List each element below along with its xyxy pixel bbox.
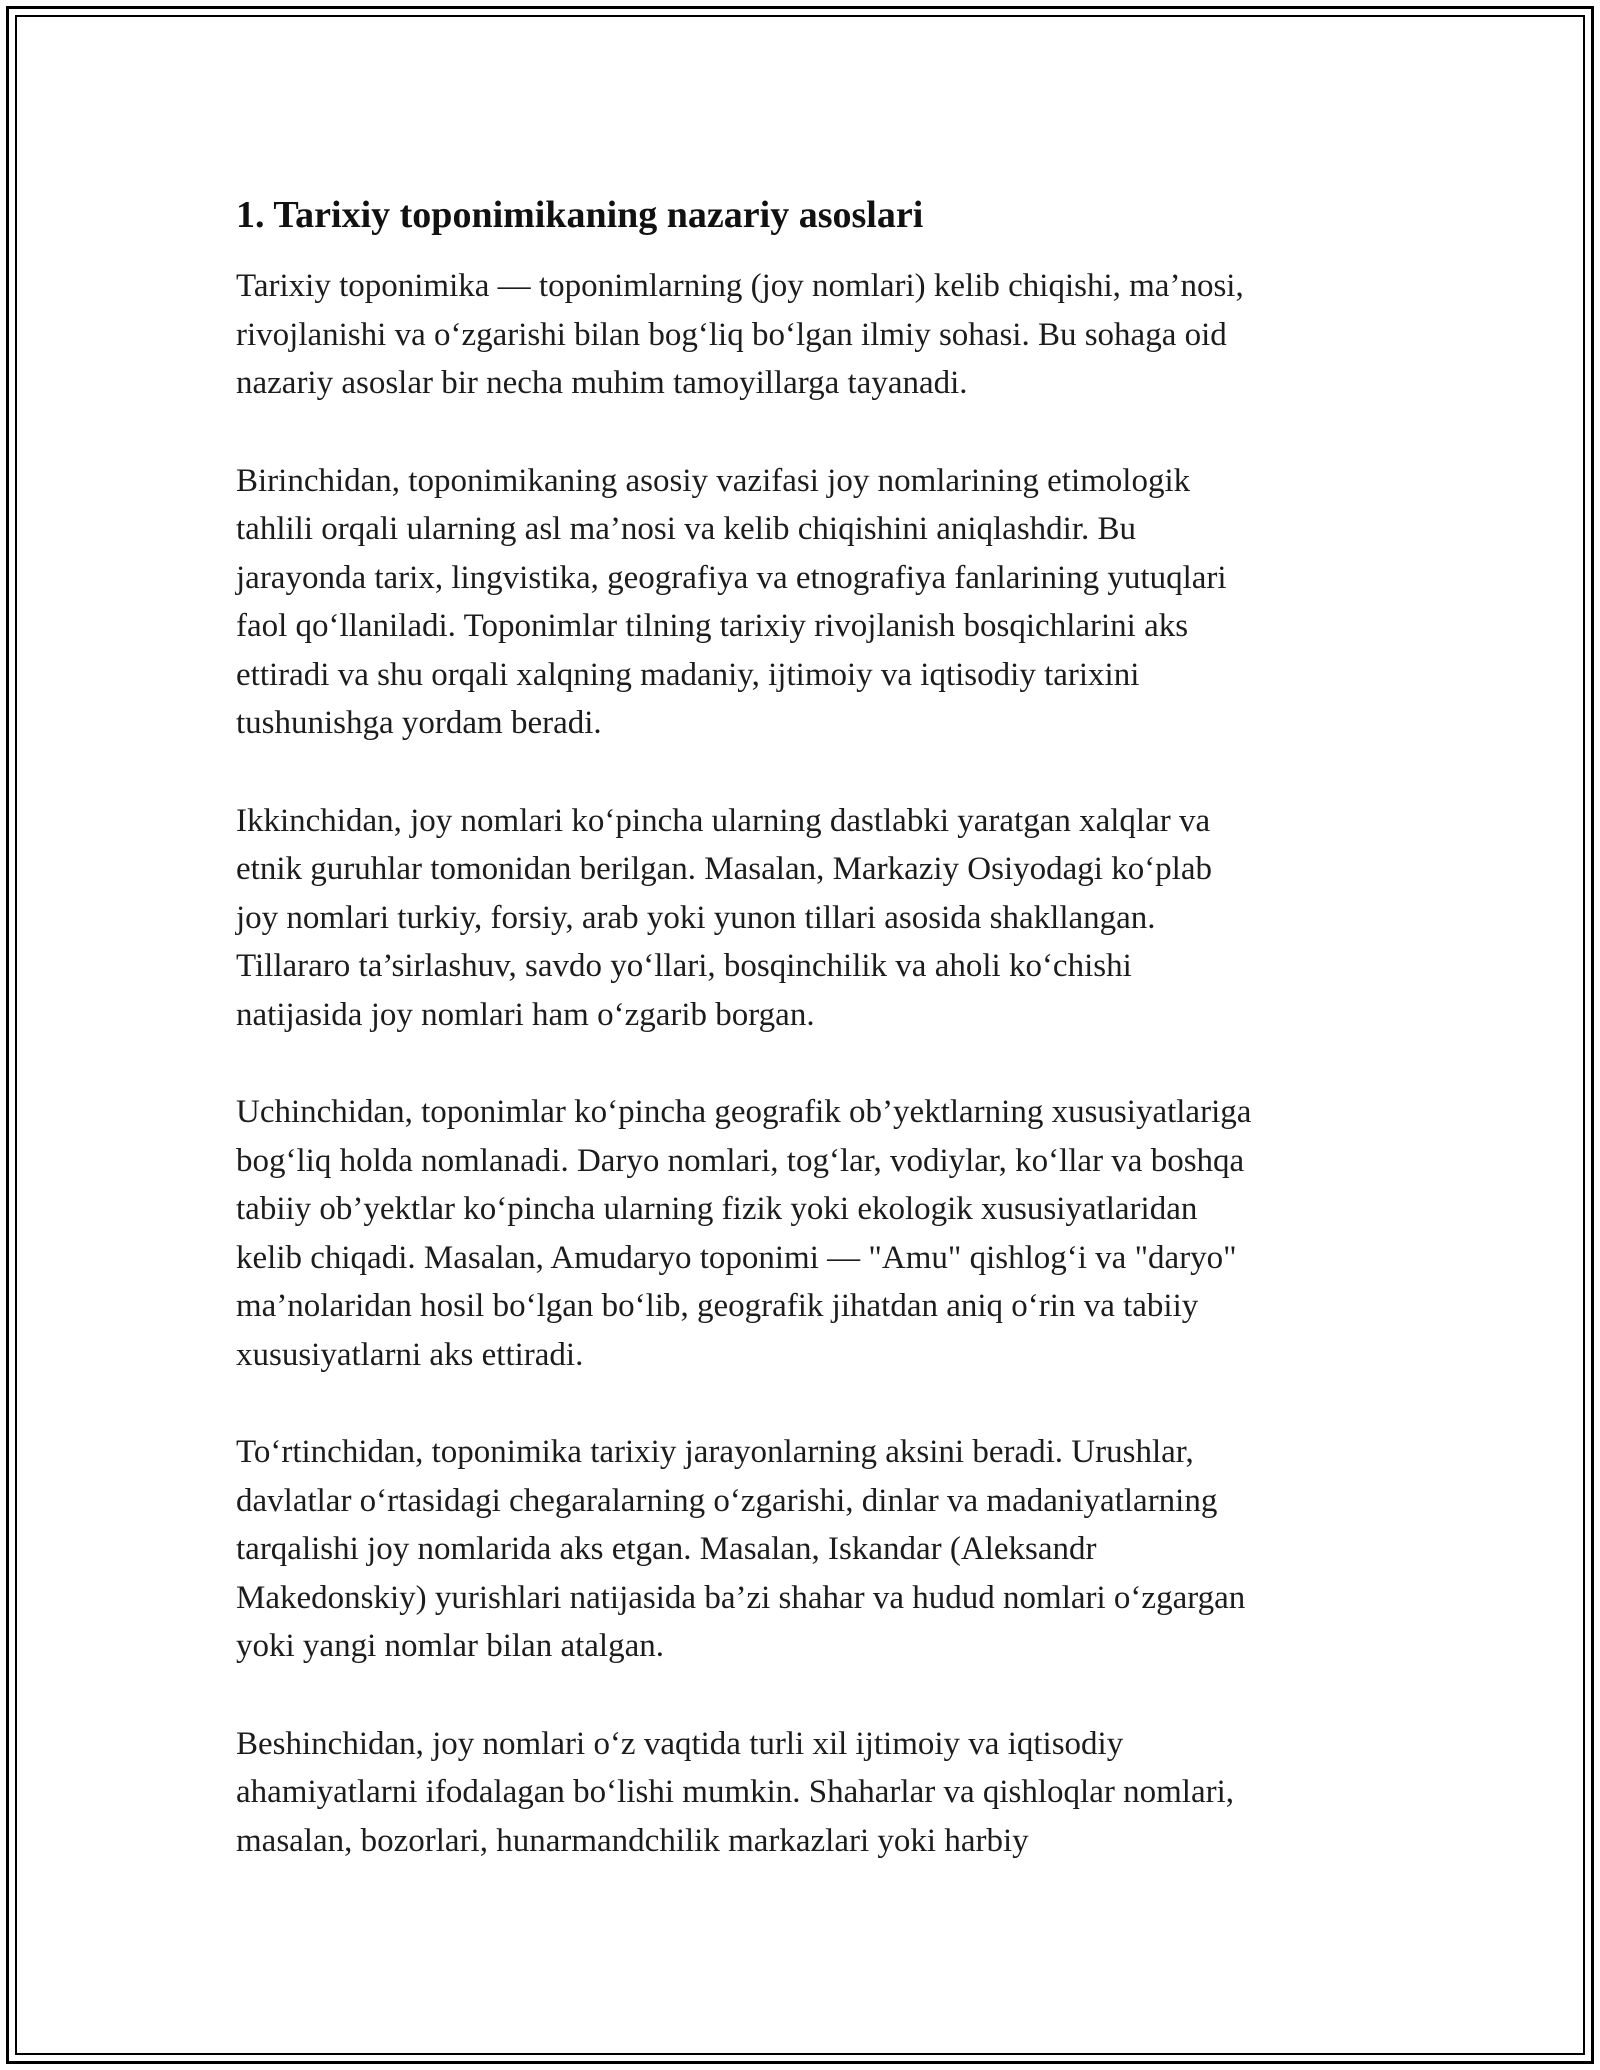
paragraph xyxy=(236,457,1386,748)
paragraph-line: Uchinchidan, toponimlar ko‘pincha geografik ob’yektlarning xususiyatlariga xyxy=(236,1094,1252,1130)
paragraph-line: kelib chiqadi. Masalan, Amudaryo toponimi — "Amu" qishlog‘i va "daryo" xyxy=(236,1239,1237,1276)
paragraph-line: jarayonda tarix, lingvistika, geografiya va etnografiya fanlarining yutuqlari xyxy=(236,559,1227,596)
paragraph-line: masalan, bozorlari, hunarmandchilik markazlari yoki harbiy xyxy=(236,1822,1029,1859)
paragraph xyxy=(236,1720,1386,1866)
paragraph-line: faol qo‘llaniladi. Toponimlar tilning tarixiy rivojlanish bosqichlarini aks xyxy=(236,608,1189,644)
paragraph-line: Beshinchidan, joy nomlari o‘z vaqtida turli xil ijtimoiy va iqtisodiy xyxy=(236,1725,1124,1762)
paragraph-line: Tarixiy toponimika — toponimlarning (joy nomlari) kelib chiqishi, ma’nosi, xyxy=(236,268,1244,304)
paragraph-line: yoki yangi nomlar bilan atalgan. xyxy=(236,1628,664,1664)
paragraph-line: Ikkinchidan, joy nomlari ko‘pincha ularning dastlabki yaratgan xalqlar va xyxy=(236,802,1211,839)
paragraph-line: ahamiyatlarni ifodalagan bo‘lishi mumkin. Shaharlar va qishloqlar nomlari, xyxy=(236,1774,1234,1810)
paragraph-line: rivojlanishi va o‘zgarishi bilan bog‘liq bo‘lgan ilmiy sohasi. Bu sohaga oid xyxy=(236,316,1227,353)
paragraph-line: davlatlar o‘rtasidagi chegaralarning o‘zgarishi, dinlar va madaniyatlarning xyxy=(236,1482,1218,1519)
paragraph-line: To‘rtinchidan, toponimika tarixiy jarayonlarning aksini beradi. Urushlar, xyxy=(236,1434,1194,1470)
paragraph-line: Tillararo ta’sirlashuv, savdo yo‘llari, bosqinchilik va aholi ko‘chishi xyxy=(236,948,1132,984)
paragraph-line: Makedonskiy) yurishlari natijasida ba’zi shahar va hudud nomlari o‘zgargan xyxy=(236,1579,1246,1616)
paragraph-line: tahlili orqali ularning asl ma’nosi va kelib chiqishini aniqlashdir. Bu xyxy=(236,511,1137,547)
paragraph-line: Birinchidan, toponimikaning asosiy vazifasi joy nomlarining etimologik xyxy=(236,462,1191,499)
paragraph xyxy=(236,262,1386,408)
section-heading: 1. Tarixiy toponimikaning nazariy asoslari xyxy=(236,194,924,236)
paragraph-line: tabiiy ob’yektlar ko‘pincha ularning fizik yoki ekologik xususiyatlaridan xyxy=(236,1191,1198,1227)
paragraph-line: bog‘liq holda nomlanadi. Daryo nomlari, tog‘lar, vodiylar, ko‘llar va boshqa xyxy=(236,1142,1245,1179)
paragraph-line: natijasida joy nomlari ham o‘zgarib borgan. xyxy=(236,996,815,1033)
paragraph-list xyxy=(236,262,1386,1865)
paragraph-line: nazariy asoslar bir necha muhim tamoyillarga tayanadi. xyxy=(236,365,968,401)
paragraph-line: tushunishga yordam beradi. xyxy=(236,705,602,741)
paragraph-line: xususiyatlarni aks ettiradi. xyxy=(236,1336,584,1373)
paragraph xyxy=(236,1088,1386,1379)
document-body xyxy=(236,186,1386,1914)
paragraph xyxy=(236,1428,1386,1671)
paragraph-line: ettiradi va shu orqali xalqning madaniy, ijtimoiy va iqtisodiy tarixini xyxy=(236,656,1140,693)
paragraph-line: ma’nolaridan hosil bo‘lgan bo‘lib, geografik jihatdan aniq o‘rin va tabiiy xyxy=(236,1288,1199,1324)
paragraph-line: joy nomlari turkiy, forsiy, arab yoki yunon tillari asosida shakllangan. xyxy=(236,899,1156,936)
paragraph-line: etnik guruhlar tomonidan berilgan. Masalan, Markaziy Osiyodagi ko‘plab xyxy=(236,851,1212,887)
paragraph xyxy=(236,797,1386,1040)
paragraph-line: tarqalishi joy nomlarida aks etgan. Masalan, Iskandar (Aleksandr xyxy=(236,1531,1097,1567)
